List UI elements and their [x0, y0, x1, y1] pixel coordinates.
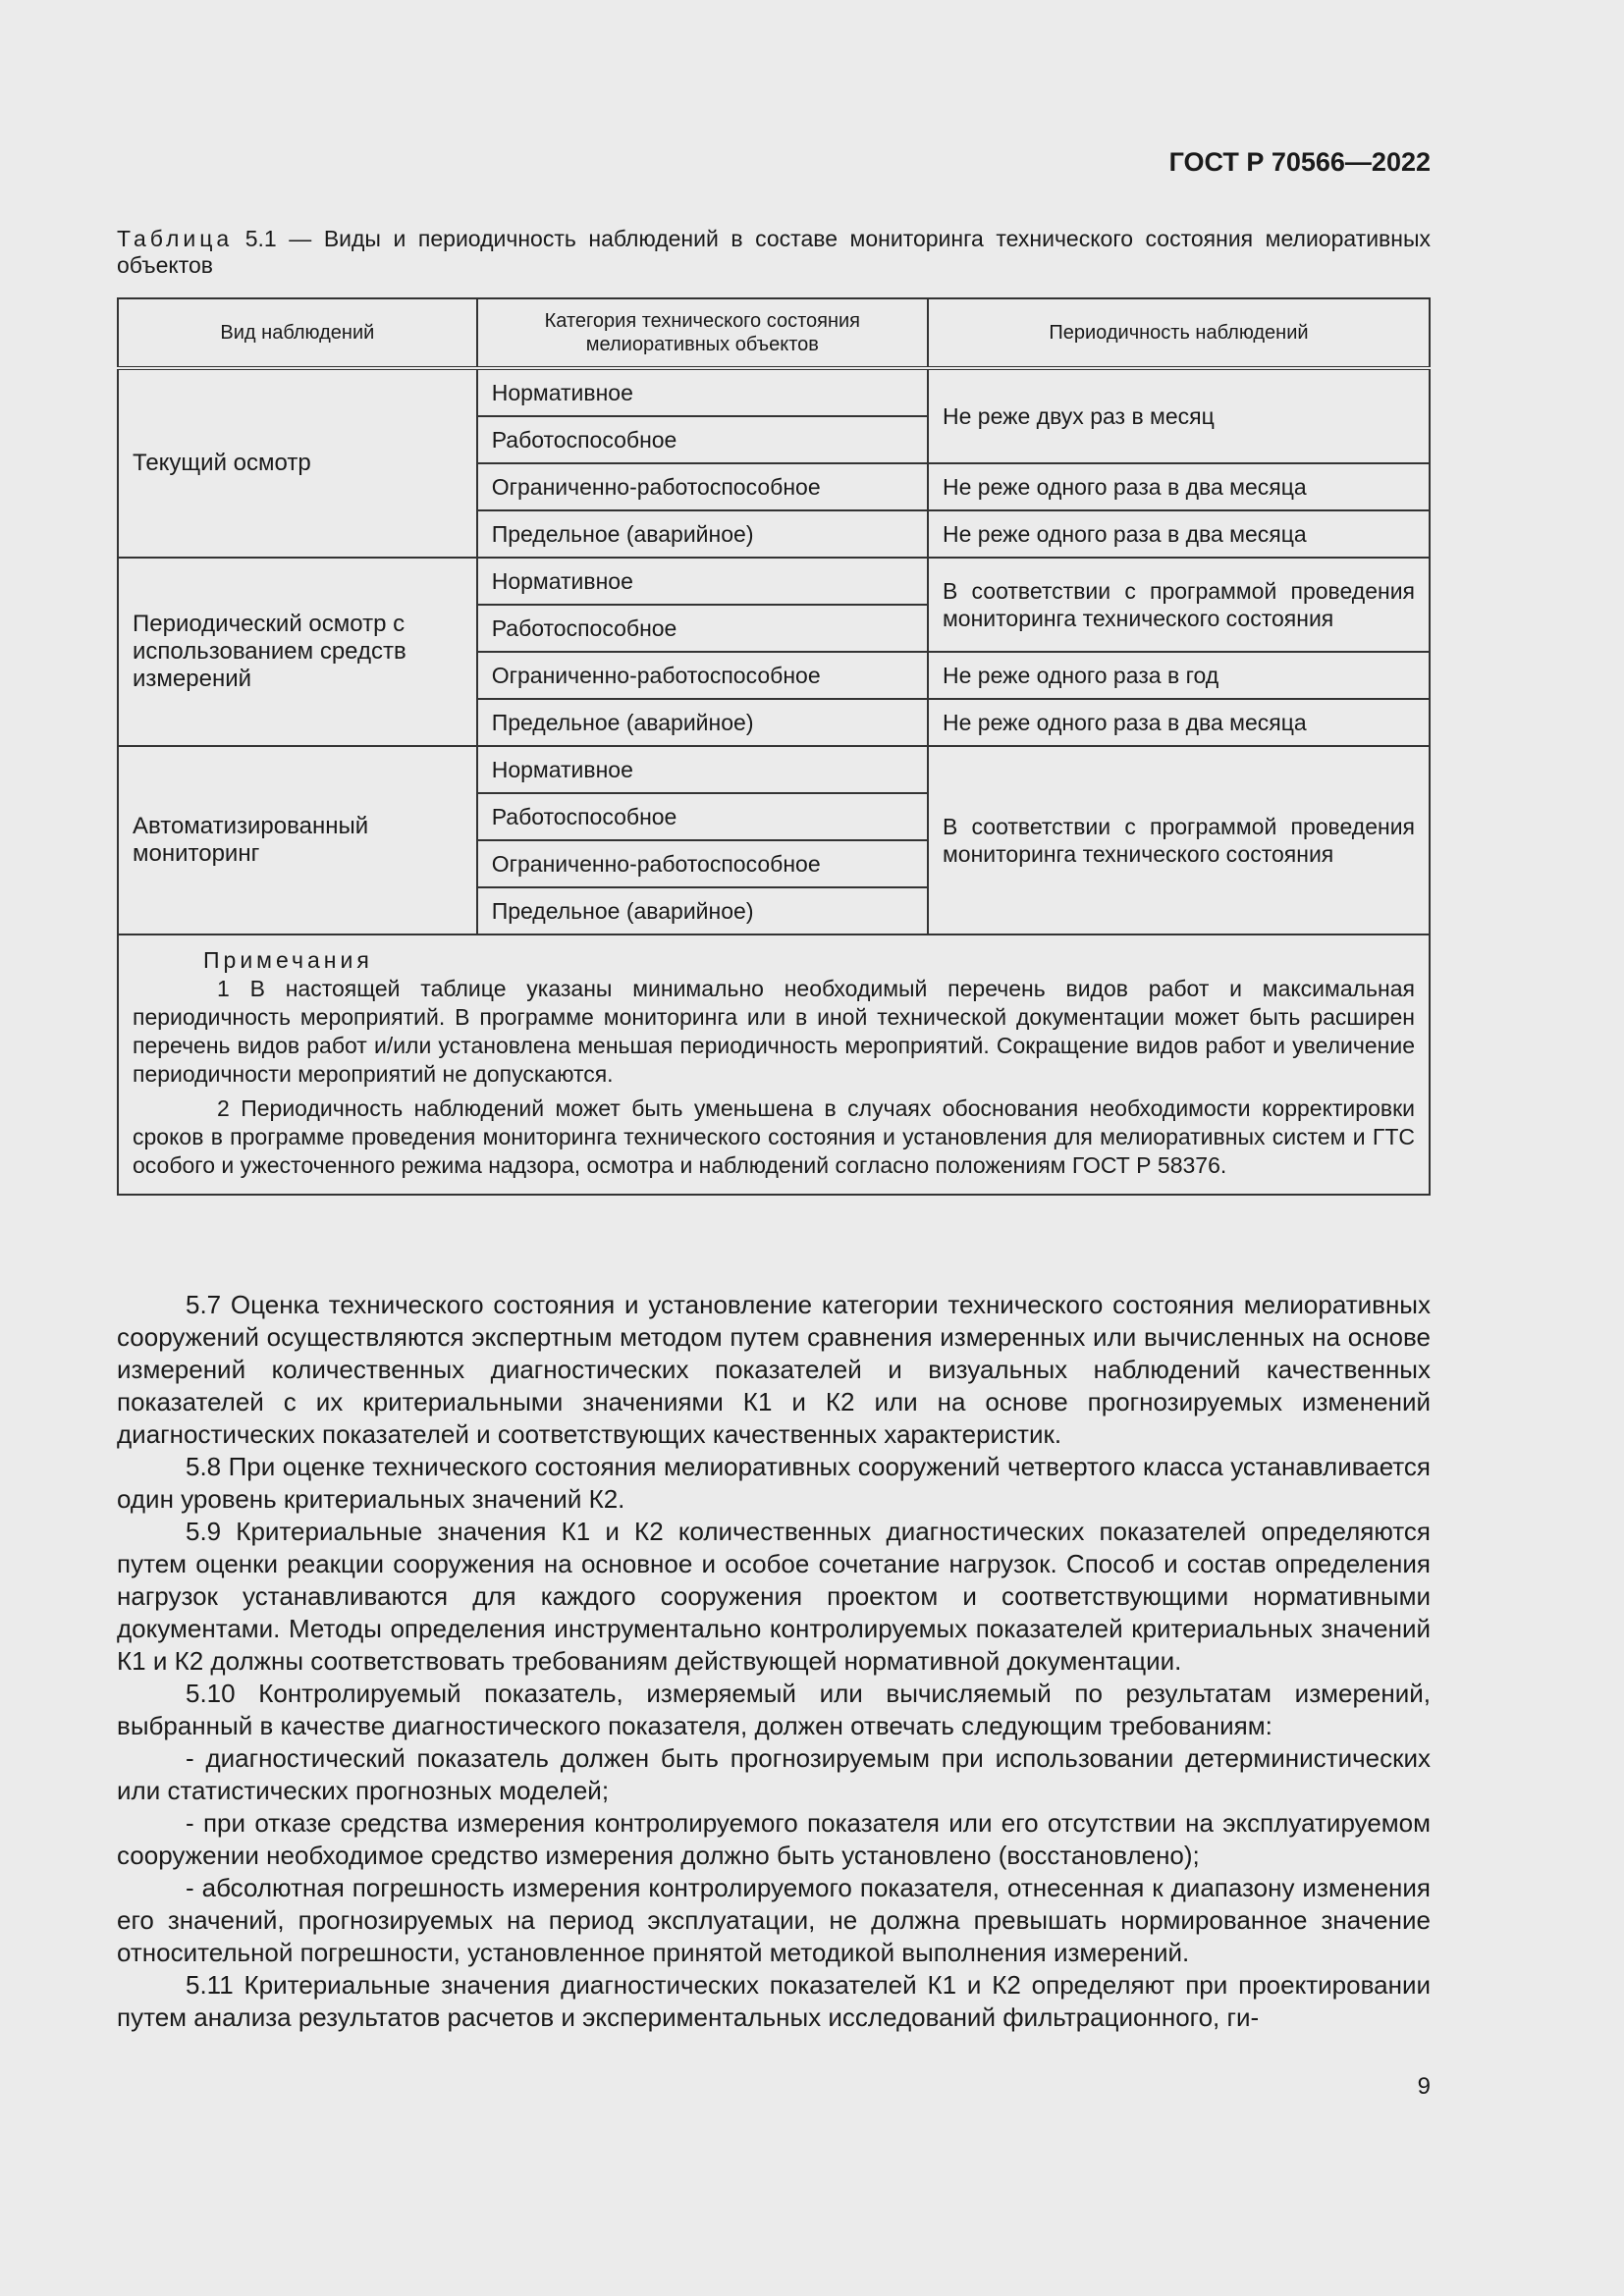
category-cell: Работоспособное [477, 416, 928, 463]
periodicity-cell: Не реже одного раза в два месяца [928, 463, 1430, 510]
header-category: Категория технического состояния мелиоративных объектов [477, 298, 928, 368]
note-2: 2 Периодичность наблюдений может быть уменьшена в случаях обоснования необходимости корректировки сроков в программе проведения мониторинга технического состояния и установления для мелиоративных систем и ГТС особого и ужесточенного режима надзора, осмотра и наблюдений согласно положениям ГОСТ Р 58376. [133, 1095, 1415, 1178]
periodicity-cell: В соответствии с программой проведения мониторинга технического состояния [928, 558, 1430, 652]
table-row [118, 746, 1430, 793]
header-observation-type: Вид наблюдений [118, 298, 477, 368]
periodicity-cell: Не реже одного раза в два месяца [928, 699, 1430, 746]
category-cell: Нормативное [477, 746, 928, 793]
table-caption-text: 5.1 — Виды и периодичность наблюдений в составе мониторинга технического состояния мелиоративных объектов [117, 226, 1431, 278]
periodicity-cell: Не реже двух раз в месяц [928, 368, 1430, 463]
category-cell: Ограниченно-работоспособное [477, 652, 928, 699]
periodicity-cell: Не реже одного раза в год [928, 652, 1430, 699]
category-cell: Ограниченно-работоспособное [477, 840, 928, 887]
notes-row [118, 934, 1430, 1195]
category-cell: Предельное (аварийное) [477, 510, 928, 558]
periodicity-cell: Не реже одного раза в два месяца [928, 510, 1430, 558]
category-cell: Работоспособное [477, 793, 928, 840]
notes-title: Примечания [203, 947, 373, 973]
paragraph-5-11: 5.11 Критериальные значения диагностических показателей К1 и К2 определяют при проектировании путем анализа результатов расчетов и экспериментальных исследований фильтрационного, ги- [117, 1970, 1431, 2032]
table-row [118, 558, 1430, 605]
category-cell: Ограниченно-работоспособное [477, 463, 928, 510]
header-periodicity: Периодичность наблюдений [928, 298, 1430, 368]
table-row [118, 368, 1430, 416]
table-caption-label: Таблица [117, 226, 234, 251]
periodicity-cell: В соответствии с программой проведения мониторинга технического состояния [928, 746, 1430, 934]
observation-table [117, 297, 1431, 1196]
paragraph-5-10: 5.10 Контролируемый показатель, измеряемый или вычисляемый по результатам измерений, выбранный в качестве диагностического показателя, должен отвечать следующим требованиям: [117, 1679, 1431, 1740]
paragraph-5-8: 5.8 При оценке технического состояния мелиоративных сооружений четвертого класса устанавливается один уровень критериальных значений К2. [117, 1452, 1431, 1514]
list-item: - при отказе средства измерения контролируемого показателя или его отсутствии на эксплуатируемом сооружении необходимое средство измерения должно быть установлено (восстановлено); [117, 1808, 1431, 1870]
body-text [117, 1289, 1431, 2034]
category-cell: Работоспособное [477, 605, 928, 652]
category-cell: Нормативное [477, 368, 928, 416]
observation-type-cell: Автоматизированный мониторинг [118, 746, 477, 934]
standard-code: ГОСТ Р 70566—2022 [1168, 147, 1431, 177]
category-cell: Предельное (аварийное) [477, 699, 928, 746]
category-cell: Нормативное [477, 558, 928, 605]
list-item: - абсолютная погрешность измерения контролируемого показателя, отнесенная к диапазону изменения его значений, прогнозируемых на период эксплуатации, не должна превышать нормированное значение относительной погрешности, установленное принятой методикой выполнения измерений. [117, 1873, 1431, 1967]
note-1: 1 В настоящей таблице указаны минимально необходимый перечень видов работ и максимальная периодичность мероприятий. В программе мониторинга или в иной технической документации может быть расширен перечень видов работ и/или установлена меньшая периодичность мероприятий. Сокращение видов работ и увеличение периодичности мероприятий не допускаются. [133, 976, 1415, 1087]
paragraph-5-9: 5.9 Критериальные значения К1 и К2 количественных диагностических показателей определяются путем оценки реакции сооружения на основное и особое сочетание нагрузок. Способ и состав определения нагрузок устанавливаются для каждого сооружения проектом и соответствующими нормативными документами. Методы определения инструментально контролируемых показателей критериальных значений К1 и К2 должны соответствовать требованиям действующей нормативной документации. [117, 1517, 1431, 1676]
page-number: 9 [1417, 2073, 1431, 2100]
observation-type-cell: Периодический осмотр с использованием средств измерений [118, 558, 477, 746]
category-cell: Предельное (аварийное) [477, 887, 928, 934]
list-item: - диагностический показатель должен быть прогнозируемым при использовании детерминистических или статистических прогнозных моделей; [117, 1743, 1431, 1805]
paragraph-5-7: 5.7 Оценка технического состояния и установление категории технического состояния мелиоративных сооружений осуществляются экспертным методом путем сравнения измеренных или вычисленных на основе измерений количественных диагностических показателей и визуальных наблюдений качественных показателей с их критериальными значениями К1 и К2 или на основе прогнозируемых изменений диагностических показателей и соответствующих качественных характеристик. [117, 1290, 1431, 1449]
notes-cell [118, 934, 1430, 1195]
table-header-row [118, 298, 1430, 368]
table-caption [117, 226, 1431, 279]
observation-type-cell: Текущий осмотр [118, 368, 477, 558]
